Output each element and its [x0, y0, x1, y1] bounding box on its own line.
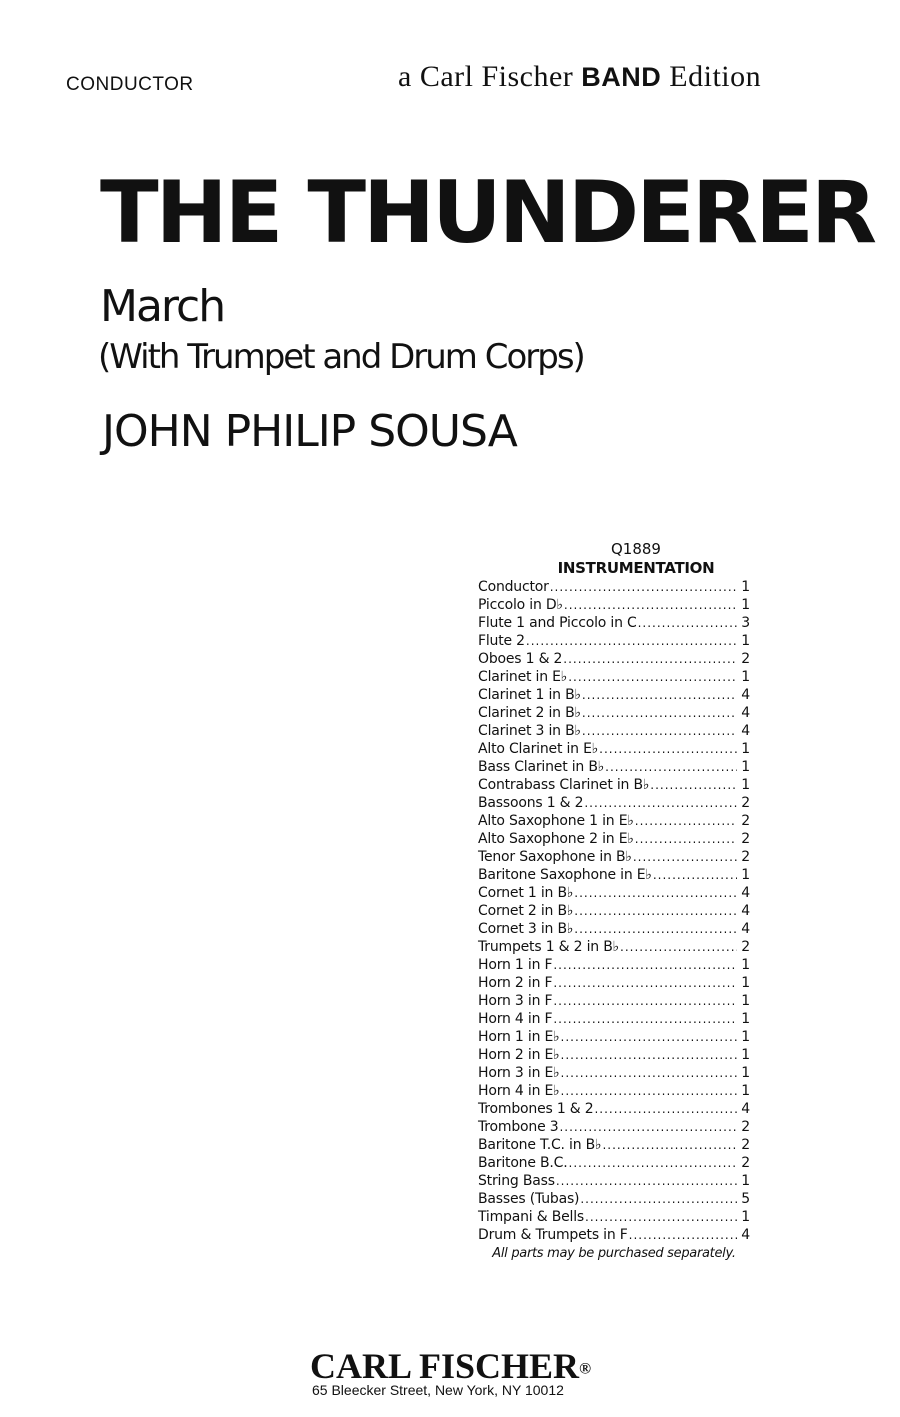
instrument-name: Timpani & Bells [478, 1209, 584, 1225]
part-count: 2 [741, 939, 750, 955]
instrument-name: Bass Clarinet in B♭ [478, 759, 605, 775]
dot-leader [559, 1118, 737, 1136]
list-item [478, 902, 750, 920]
dot-leader [553, 1010, 737, 1028]
list-item [478, 632, 750, 650]
catalog-number: Q1889 [611, 540, 661, 558]
part-count: 1 [741, 1029, 750, 1045]
edition-line [398, 60, 761, 94]
instrument-name: Horn 4 in F [478, 1011, 553, 1027]
part-count: 1 [741, 633, 750, 649]
list-item [478, 578, 750, 596]
instrument-name: Trumpets 1 & 2 in B♭ [478, 939, 619, 955]
instrument-name: Cornet 1 in B♭ [478, 885, 574, 901]
dot-leader [594, 1100, 737, 1118]
instrument-name: Alto Saxophone 2 in E♭ [478, 831, 634, 847]
dot-leader [620, 938, 737, 956]
part-count: 1 [741, 1065, 750, 1081]
instrument-name: Contrabass Clarinet in B♭ [478, 777, 650, 793]
edition-prefix: a Carl Fischer [398, 60, 582, 93]
list-item [478, 704, 750, 722]
dot-leader [574, 884, 737, 902]
part-count: 1 [741, 777, 750, 793]
dot-leader [568, 668, 737, 686]
instrumentation-list [478, 578, 750, 1244]
publisher-logo [310, 1345, 600, 1387]
list-item [478, 812, 750, 830]
list-item [478, 938, 750, 956]
part-count: 1 [741, 759, 750, 775]
dot-leader [585, 1208, 737, 1226]
list-item [478, 740, 750, 758]
dot-leader [580, 1190, 737, 1208]
dot-leader [561, 1082, 737, 1100]
part-count: 1 [741, 1173, 750, 1189]
list-item [478, 920, 750, 938]
publisher-name: CARL FISCHER [310, 1346, 580, 1386]
part-count: 1 [741, 1209, 750, 1225]
part-count: 1 [741, 741, 750, 757]
list-item [478, 1172, 750, 1190]
list-item [478, 614, 750, 632]
instrument-name: Tenor Saxophone in B♭ [478, 849, 632, 865]
part-count: 3 [741, 615, 750, 631]
list-item [478, 1136, 750, 1154]
list-item [478, 830, 750, 848]
part-count: 1 [741, 1047, 750, 1063]
instrument-name: Basses (Tubas) [478, 1191, 580, 1207]
dot-leader [650, 776, 737, 794]
instrument-name: Clarinet 3 in B♭ [478, 723, 581, 739]
dot-leader [629, 1226, 737, 1244]
list-item [478, 1082, 750, 1100]
list-item [478, 1190, 750, 1208]
dot-leader [582, 686, 737, 704]
part-count: 4 [741, 723, 750, 739]
instrument-name: Horn 1 in E♭ [478, 1029, 560, 1045]
dot-leader [564, 596, 737, 614]
list-item [478, 992, 750, 1010]
list-item [478, 650, 750, 668]
dot-leader [561, 1046, 737, 1064]
part-count: 1 [741, 669, 750, 685]
list-item [478, 1028, 750, 1046]
instrument-name: Horn 2 in F [478, 975, 553, 991]
list-item [478, 686, 750, 704]
list-item [478, 866, 750, 884]
part-count: 2 [741, 831, 750, 847]
dot-leader [633, 848, 737, 866]
dot-leader [653, 866, 737, 884]
instrument-name: Trombone 3 [478, 1119, 559, 1135]
instrument-name: Flute 2 [478, 633, 525, 649]
edition-suffix: Edition [661, 60, 762, 93]
dot-leader [599, 740, 737, 758]
dot-leader [638, 614, 737, 632]
part-count: 4 [741, 705, 750, 721]
instrument-name: Baritone B.C. [478, 1155, 568, 1171]
part-count: 1 [741, 1083, 750, 1099]
dot-leader [574, 902, 737, 920]
instrument-name: Baritone Saxophone in E♭ [478, 867, 652, 883]
part-count: 2 [741, 1155, 750, 1171]
dot-leader [553, 956, 737, 974]
list-item [478, 794, 750, 812]
instrument-name: Alto Saxophone 1 in E♭ [478, 813, 634, 829]
list-item [478, 1226, 750, 1244]
instrument-name: Conductor [478, 579, 549, 595]
part-count: 4 [741, 1227, 750, 1243]
dot-leader [584, 794, 737, 812]
dot-leader [574, 920, 737, 938]
dot-leader [556, 1172, 737, 1190]
list-item [478, 848, 750, 866]
instrument-name: Alto Clarinet in E♭ [478, 741, 599, 757]
instrument-name: Bassoons 1 & 2 [478, 795, 584, 811]
list-item [478, 668, 750, 686]
part-count: 2 [741, 1119, 750, 1135]
instrument-name: Cornet 2 in B♭ [478, 903, 574, 919]
instrument-name: Oboes 1 & 2 [478, 651, 563, 667]
part-count: 1 [741, 957, 750, 973]
instrument-name: Baritone T.C. in B♭ [478, 1137, 602, 1153]
part-count: 1 [741, 975, 750, 991]
part-count: 2 [741, 795, 750, 811]
dot-leader [563, 650, 737, 668]
dot-leader [569, 1154, 737, 1172]
instrument-name: Drum & Trumpets in F [478, 1227, 628, 1243]
instrument-name: Horn 1 in F [478, 957, 553, 973]
instrument-name: Cornet 3 in B♭ [478, 921, 574, 937]
dot-leader [526, 632, 737, 650]
dot-leader [561, 1028, 737, 1046]
edition-band: BAND [581, 62, 662, 92]
dot-leader [582, 722, 737, 740]
list-item [478, 974, 750, 992]
instrument-name: String Bass [478, 1173, 555, 1189]
list-item [478, 1046, 750, 1064]
instrument-name: Horn 3 in E♭ [478, 1065, 560, 1081]
part-count: 4 [741, 1101, 750, 1117]
part-count: 4 [741, 921, 750, 937]
dot-leader [561, 1064, 737, 1082]
instrument-name: Flute 1 and Piccolo in C [478, 615, 637, 631]
part-count: 1 [741, 579, 750, 595]
instrumentation-block [478, 540, 750, 1261]
list-item [478, 758, 750, 776]
part-count: 2 [741, 849, 750, 865]
instrument-name: Horn 3 in F [478, 993, 553, 1009]
conductor-label: CONDUCTOR [66, 74, 194, 95]
instrument-name: Clarinet in E♭ [478, 669, 568, 685]
composer-name: JOHN PHILIP SOUSA [102, 406, 517, 457]
part-count: 2 [741, 651, 750, 667]
instrument-name: Horn 4 in E♭ [478, 1083, 560, 1099]
list-item [478, 596, 750, 614]
part-count: 2 [741, 813, 750, 829]
list-item [478, 1100, 750, 1118]
instrument-name: Trombones 1 & 2 [478, 1101, 594, 1117]
dot-leader [550, 578, 737, 596]
subtitle-secondary: (With Trumpet and Drum Corps) [98, 337, 584, 377]
registered-mark: ® [579, 1360, 592, 1378]
part-count: 5 [741, 1191, 750, 1207]
list-item [478, 1118, 750, 1136]
parts-note: All parts may be purchased separately. [492, 1246, 736, 1261]
list-item [478, 956, 750, 974]
instrument-name: Clarinet 2 in B♭ [478, 705, 581, 721]
dot-leader [635, 812, 737, 830]
list-item [478, 776, 750, 794]
instrumentation-heading: INSTRUMENTATION [557, 559, 715, 577]
instrument-name: Clarinet 1 in B♭ [478, 687, 581, 703]
dot-leader [635, 830, 737, 848]
publisher-address: 65 Bleecker Street, New York, NY 10012 [312, 1382, 564, 1398]
part-count: 1 [741, 1011, 750, 1027]
list-item [478, 1064, 750, 1082]
page-title: THE THUNDERER [100, 163, 875, 263]
list-item [478, 884, 750, 902]
dot-leader [553, 974, 737, 992]
part-count: 4 [741, 687, 750, 703]
list-item [478, 1154, 750, 1172]
part-count: 1 [741, 993, 750, 1009]
instrument-name: Horn 2 in E♭ [478, 1047, 560, 1063]
part-count: 4 [741, 903, 750, 919]
part-count: 1 [741, 597, 750, 613]
dot-leader [602, 1136, 737, 1154]
dot-leader [605, 758, 737, 776]
list-item [478, 1010, 750, 1028]
list-item [478, 1208, 750, 1226]
part-count: 2 [741, 1137, 750, 1153]
subtitle: March [100, 281, 225, 332]
part-count: 1 [741, 867, 750, 883]
dot-leader [553, 992, 737, 1010]
part-count: 4 [741, 885, 750, 901]
list-item [478, 722, 750, 740]
instrument-name: Piccolo in D♭ [478, 597, 563, 613]
dot-leader [582, 704, 737, 722]
